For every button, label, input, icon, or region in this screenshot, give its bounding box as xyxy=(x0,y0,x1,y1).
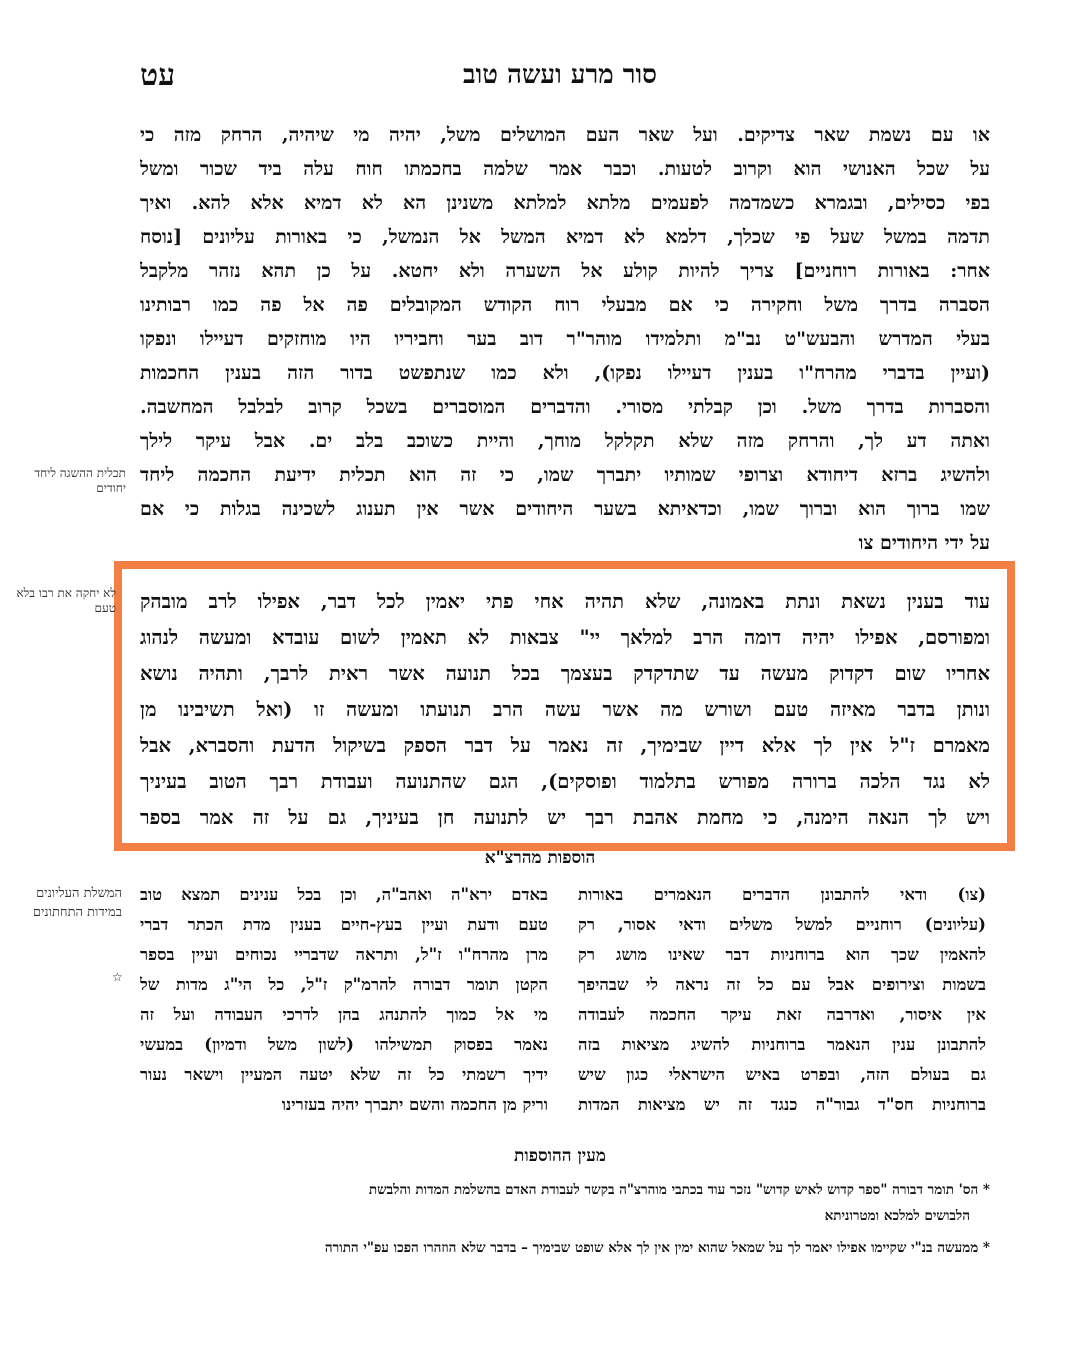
text-line: טעם ודעת ועיין בעץ-חיים בענין מדת הכתר דברי xyxy=(140,915,548,934)
page-title: סור מרע ועשה טוב xyxy=(463,60,657,90)
text-line: בפי כסילים, ובגמרא כשמדמה לפעמים מלתא למלתא משנינן הא לא דמיא אלא להא. ואיך xyxy=(140,192,990,214)
text-line: ומפורסם, אפילו יהיה דומה הרב למלאך יי" צבאות לא תאמין לשום עובדא ומעשה לנהוג xyxy=(140,626,990,649)
margin-note: תכלית ההשגה ליחד יחודים xyxy=(34,466,126,495)
text-line: ברוחניות חס"ד גבור"ה כנגד זה יש מציאות המדות xyxy=(578,1095,986,1114)
text-line: וריק מן החכמה והשם יתברך יהיה בעזרינו xyxy=(281,1095,548,1114)
margin-note: המשלת העליונים במידות התחתונים xyxy=(32,886,122,920)
text-line: (ועיין בדברי מהרח"ו בענין דעיילו נפקו), ולא כמו שנתפשט בדור הזה בענין החכמות xyxy=(140,362,990,384)
text-line: להתבונן ענין הנאמר ברוחניות להשיג מציאות בזה xyxy=(578,1035,986,1054)
text-line: בשמות וצירופים אבל עם כל זה נראה לי שבהיפך xyxy=(578,975,986,994)
text-line: בעלי המדרש והבעש"ט נב"מ ותלמידו מוהר"ר דוב בער וחביריו היו מוחזקים דעיילו ונפקו xyxy=(140,328,990,350)
text-line: על ידי היחודים צו xyxy=(858,532,990,554)
text-line: ולהשיג ברזא דיחודא וצרופי שמותיו יתברך שמו, כי זה הוא תכלית ידיעת החכמה ליחד xyxy=(140,464,990,486)
text-line: ואתה דע לך, והרחק מזה שלא תקלקל מוחך, והיית כשוכב בלב ים. אבל עיקר לילך xyxy=(140,430,990,452)
text-line: (צו) ודאי להתבונן הדברים הנאמרים באורות xyxy=(578,885,986,904)
text-line: להאמין שכך הוא ברוחניות דבר שאינו מושג רק xyxy=(578,945,986,964)
sources-heading: מעין ההוספות xyxy=(514,1146,606,1166)
text-line: עוד בענין נשאת ונתת באמונה, שלא תהיה אחי פתי יאמין לכל דבר, אפילו לרב מובהק xyxy=(140,590,990,613)
text-line: ונותן בדבר מאיזה טעם ושורש מה אשר עשה הרב תנועתו ומעשה זו (ואל תשיבינו מן xyxy=(140,698,990,721)
text-line: אחר: באורות רוחניים] צריך להיות קולע אל השערה ולא יחטא. על כן תהא נזהר מלקבל xyxy=(140,260,990,282)
footnote-continuation: הלבושים למלכא ומטרוניתא xyxy=(824,1208,970,1224)
additions-heading: הוספות מהרצ"א xyxy=(484,848,596,868)
text-line: ויש לך הנאה הימנה, כי מחמת אהבת רבך יש לתנועה חן בעיניך, גם על זה אמר בספר xyxy=(140,806,990,829)
additions-left-column xyxy=(140,880,548,1120)
text-line: והסברות בדרך משל. וכן קבלתי מסורי. והדברים המוסברים בשכל קרוב לבלבל המחשבה. xyxy=(140,396,990,418)
text-line: הקטן תומר דבורה להרמ"ק ז"ל, כל הי"ג מדות של xyxy=(140,975,548,994)
text-line: אחריו שום דקדוק מעשה עד שתדקדק בעצמך בכל תנועה אשר ראית לרבך, ותהיה נושא xyxy=(140,662,990,685)
text-line: מאמרם ז"ל אין לך אלא דיין שבימיך, זה נאמר על דבר הספק בשיקול הדעת והסברא, אבל xyxy=(140,734,990,757)
text-line: הסברה בדרך משל וחקירה כי אם מבעלי רוח הקודש המקובלים פה אל פה כמו רבותינו xyxy=(140,294,990,316)
text-line: נאמר בפסוק תמשילהו (לשון משל ודמיון) במעשי xyxy=(140,1035,548,1054)
text-line: אין איסור, ואדרבה זאת עיקר החכמה לעבודה xyxy=(578,1005,986,1024)
text-line: לא נגד הלכה ברורה מפורש בתלמוד ופוסקים), הגם שהתנועה ועבודת רבך הטוב בעיניך xyxy=(140,770,990,793)
text-line: תדמה במשל שעל פי שכלך, דלמא לא דמיא המשל אל הנמשל, כי באורות עליונים [נוסח xyxy=(140,226,990,248)
highlighted-text-block xyxy=(140,584,990,836)
footnote: * הס' תומר דבורה "ספר קדוש לאיש קדוש" נזכר עוד בכתבי מוהרצ"ה בקשר לעבודת האדם בהשלמת המדות והלבשת xyxy=(368,1182,990,1198)
text-line: מרן מהרח"ו ז"ל, ותראה שדבריי נכוחים ועיין בספר xyxy=(140,945,548,964)
text-line: שמו ברוך הוא וברוך שמו, וכדאיתא בשער היחודים אשר אין תענוג לשכינה בגלות כי אם xyxy=(140,498,990,520)
text-line: על שכל האנושי הוא וקרוב לטעות. וכבר אמר שלמה בחכמתו חוח עלה ביד שכור ומשל xyxy=(140,158,990,180)
main-text-block xyxy=(140,118,990,560)
text-line: ידיך רשמתי כל זה שלא יטעה המעיין וישאר נעור xyxy=(140,1065,548,1084)
text-line: או עם נשמת שאר צדיקים. ועל שאר העם המושלים משל, יהיה מי שיהיה, הרחק מזה כי xyxy=(140,124,990,146)
margin-note: לא יחקה את רבו בלא טעם xyxy=(16,586,116,615)
text-line: (עליונים) רוחניים למשל משלים ודאי אסור, רק xyxy=(578,915,986,934)
page-number: עט xyxy=(140,58,176,93)
text-line: גם בעולם הזה, ובפרט באיש הישראלי כגון שיש xyxy=(578,1065,986,1084)
text-line: מי אל כמוך להתנהג בהן לדרכי העבודה ועל זה xyxy=(140,1005,548,1024)
star-icon: ☆ xyxy=(112,970,123,984)
additions-right-column xyxy=(578,880,986,1120)
text-line: באדם ירא"ה ואהב"ה, וכן בכל ענינים תמצא טוב xyxy=(140,885,548,904)
footnote: * ממעשה בנ"י שקיימו אפילו יאמר לך על שמאל שהוא ימין אין לך אלא שופט שבימיך – בדבר שלא הוזהרו הפכו עפ"י התורה xyxy=(324,1240,990,1256)
